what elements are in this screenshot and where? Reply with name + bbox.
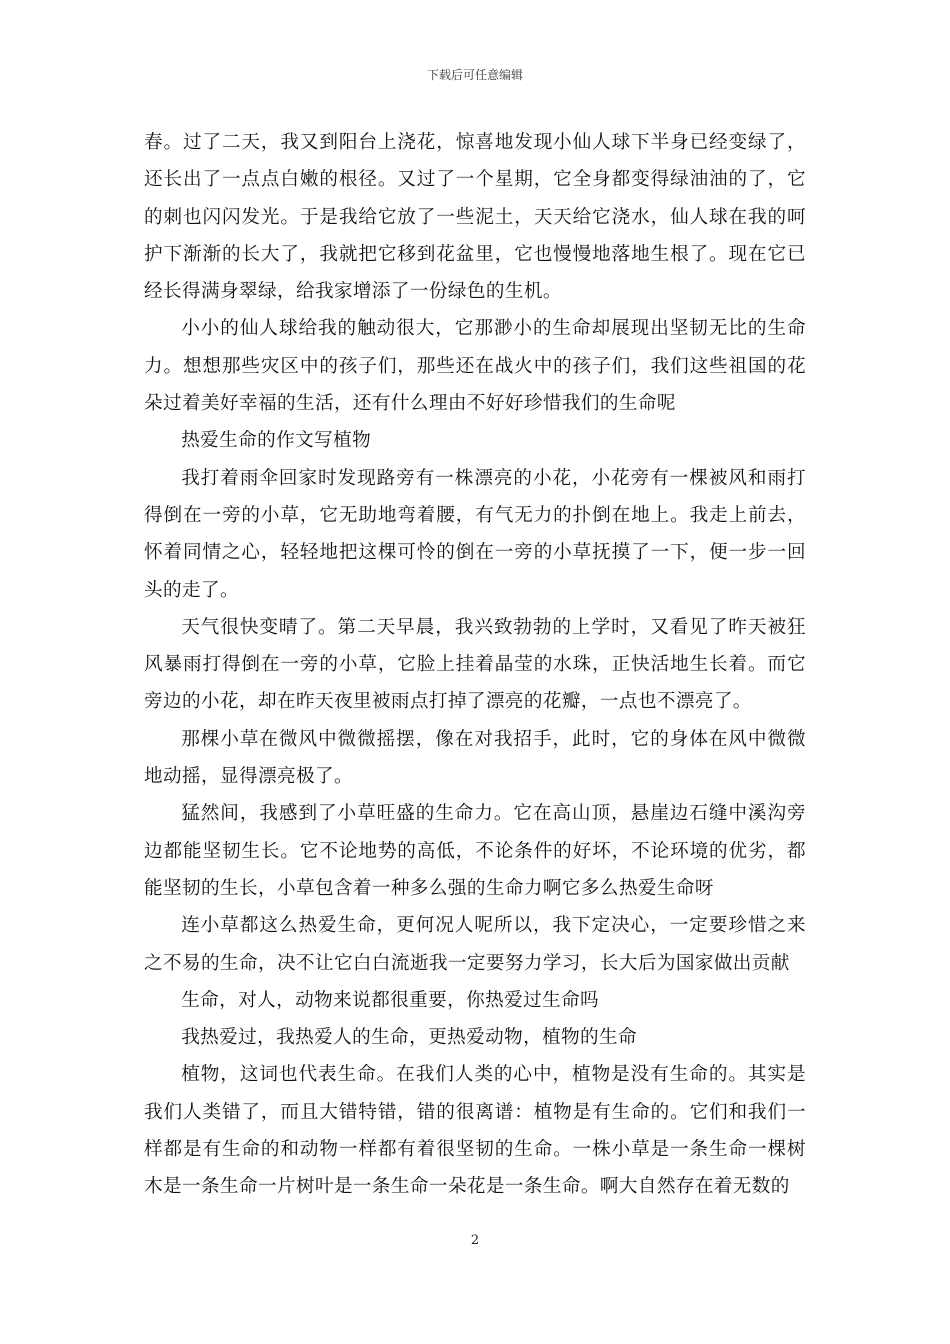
- paragraph-10: 我热爱过，我热爱人的生命，更热爱动物，植物的生命: [181, 1027, 638, 1049]
- paragraph-9: 生命，对人，动物来说都很重要，你热爱过生命吗: [181, 989, 600, 1011]
- paragraph-2: 小小的仙人球给我的触动很大，它那渺小的生命却展现出坚韧无比的生命力。想想那些灾区中的孩子们，那些还在战火中的孩子们，我们这些祖国的花朵过着美好幸福的生活，还有什么理由不好好珍惜我们的生命呢: [144, 318, 806, 415]
- paragraph-11: 植物，这词也代表生命。在我们人类的心中，植物是没有生命的。其实是我们人类错了，而且大错特错，错的很离谱：植物是有生命的。它们和我们一样都是有生命的和动物一样都有着很坚韧的生命。一株小草是一条生命一棵树木是一条生命一片树叶是一条生命一朵花是一条生命。啊大自然存在着无数的: [144, 1064, 806, 1198]
- paragraph-7: 猛然间，我感到了小草旺盛的生命力。它在高山顶，悬崖边石缝中溪沟旁边都能坚韧生长。它不论地势的高低，不论条件的好坏，不论环境的优劣，都能坚韧的生长，小草包含着一种多么强的生命力啊它多么热爱生命呀: [144, 803, 806, 899]
- paragraph-4: 我打着雨伞回家时发现路旁有一株漂亮的小花，小花旁有一棵被风和雨打得倒在一旁的小草，它无助地弯着腰，有气无力的扑倒在地上。我走上前去，怀着同情之心，轻轻地把这棵可怜的倒在一旁的小草抚摸了一下，便一步一回头的走了。: [144, 467, 806, 601]
- paragraph-1: 春。过了二天，我又到阳台上浇花，惊喜地发现小仙人球下半身已经变绿了，还长出了一点点白嫩的根径。又过了一个星期，它全身都变得绿油油的了，它的刺也闪闪发光。于是我给它放了一些泥土，天天给它浇水，仙人球在我的呵护下渐渐的长大了，我就把它移到花盆里，它也慢慢地落地生根了。现在它已经长得满身翠绿，给我家增添了一份绿色的生机。: [144, 132, 806, 303]
- page-number: 2: [470, 1233, 480, 1248]
- section-title: 热爱生命的作文写植物: [181, 430, 372, 452]
- page-header: 下载后可任意编辑: [426, 68, 523, 82]
- paragraph-8: 连小草都这么热爱生命，更何况人呢所以，我下定决心，一定要珍惜之来之不易的生命，决不让它白白流逝我一定要努力学习，长大后为国家做出贡献: [144, 915, 806, 974]
- paragraph-5: 天气很快变晴了。第二天早晨，我兴致勃勃的上学时，又看见了昨天被狂风暴雨打得倒在一旁的小草，它脸上挂着晶莹的水珠，正快活地生长着。而它旁边的小花，却在昨天夜里被雨点打掉了漂亮的花瓣，一点也不漂亮了。: [144, 616, 806, 713]
- paragraph-6: 那棵小草在微风中微微摇摆，像在对我招手，此时，它的身体在风中微微地动摇，显得漂亮极了。: [144, 728, 806, 788]
- document-body: [144, 124, 806, 1206]
